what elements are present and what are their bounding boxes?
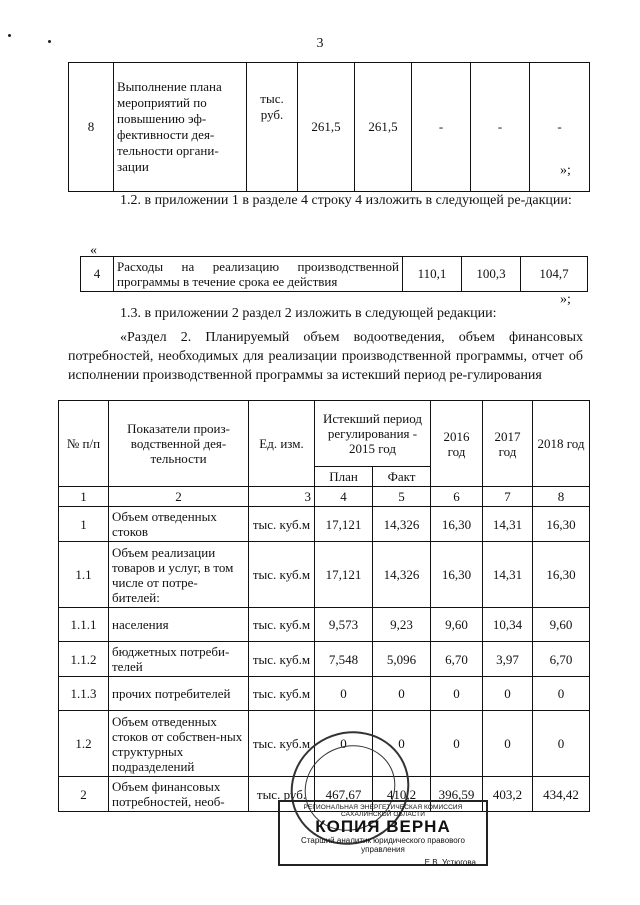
- cell-2017: 403,2: [483, 777, 533, 812]
- cell-unit: тыс. куб.м: [249, 711, 315, 777]
- cell-num: 1.1: [59, 542, 109, 608]
- stamp-org: РЕГИОНАЛЬНАЯ ЭНЕРГЕТИЧЕСКАЯ КОМИССИЯ САХАЛИНСКОЙ ОБЛАСТИ: [303, 804, 463, 818]
- cell-2016: 9,60: [431, 608, 483, 642]
- certified-copy-stamp: [278, 800, 488, 866]
- cell-name: населения: [109, 608, 249, 642]
- cell-unit: тыс. куб.м: [249, 608, 315, 642]
- index-cell: 5: [373, 487, 431, 507]
- cell-2018: 6,70: [533, 642, 590, 677]
- cell-num: 4: [81, 257, 114, 292]
- cell-2016: 396,59: [431, 777, 483, 812]
- header-2018: 2018 год: [533, 401, 590, 487]
- paragraph-section: «Раздел 2. Планируемый объем водоотведения, объем финансовых потребностей, необходимых для реализации производственной программы, отчет об исполнении производственной программы за истекший период ре-гулирования: [68, 330, 583, 383]
- row4-table: [80, 256, 588, 292]
- header-fact: Факт: [373, 467, 431, 487]
- header-row: [59, 401, 590, 467]
- cell-fact: 0: [373, 677, 431, 711]
- cell-value: 261,5: [298, 63, 355, 192]
- cell-2018: 16,30: [533, 542, 590, 608]
- paragraph-1-3: 1.3. в приложении 2 раздел 2 изложить в следующей редакции:: [120, 306, 497, 321]
- cell-value: 261,5: [355, 63, 412, 192]
- page-number: 3: [316, 36, 324, 51]
- index-cell: 7: [483, 487, 533, 507]
- cell-plan: 17,121: [315, 542, 373, 608]
- cell-name: Объем финансовых потребностей, необ-: [109, 777, 249, 812]
- cell-name: Выполнение плана мероприятий по повышению эф-фективности дея-тельности органи-зации: [114, 63, 247, 192]
- index-cell: 1: [59, 487, 109, 507]
- cell-plan: 17,121: [315, 507, 373, 542]
- cell-num: 1.1.2: [59, 642, 109, 677]
- cell-unit: тыс. руб.: [249, 777, 315, 812]
- cell-2017: 3,97: [483, 642, 533, 677]
- header-2016: 2016 год: [431, 401, 483, 487]
- table-row: [81, 257, 588, 292]
- cell-2016: 0: [431, 711, 483, 777]
- cell-2017: 0: [483, 711, 533, 777]
- cell-2016: 16,30: [431, 507, 483, 542]
- cell-num: 1: [59, 507, 109, 542]
- top-table: [68, 62, 590, 192]
- header-2017: 2017 год: [483, 401, 533, 487]
- cell-num: 1.1.3: [59, 677, 109, 711]
- table-row: [59, 677, 590, 711]
- table-row: [59, 608, 590, 642]
- header-name: Показатели произ-водственной дея-тельности: [109, 401, 249, 487]
- cell-2017: 10,34: [483, 608, 533, 642]
- cell-2018: 0: [533, 677, 590, 711]
- cell-2017: 0: [483, 677, 533, 711]
- header-num: № п/п: [59, 401, 109, 487]
- cell-unit: тыс. куб.м: [249, 507, 315, 542]
- cell-num: 1.1.1: [59, 608, 109, 642]
- cell-plan: 467,67: [315, 777, 373, 812]
- table-row: [69, 63, 590, 192]
- cell-2017: 14,31: [483, 507, 533, 542]
- index-cell: 4: [315, 487, 373, 507]
- header-unit: Ед. изм.: [249, 401, 315, 487]
- cell-2017: 14,31: [483, 542, 533, 608]
- cell-value: -: [530, 63, 590, 192]
- cell-2016: 6,70: [431, 642, 483, 677]
- cell-value: -: [471, 63, 530, 192]
- stamp-title: КОПИЯ ВЕРНА: [315, 817, 451, 836]
- cell-2016: 0: [431, 677, 483, 711]
- open-quote: «: [90, 243, 97, 258]
- table-row: [59, 507, 590, 542]
- header-plan: План: [315, 467, 373, 487]
- cell-name: прочих потребителей: [109, 677, 249, 711]
- cell-2016: 16,30: [431, 542, 483, 608]
- cell-name: Расходы на реализацию производственной программы в течение срока ее действия: [114, 257, 403, 292]
- cell-plan: 0: [315, 711, 373, 777]
- cell-unit: тыс. руб.: [247, 63, 298, 192]
- cell-fact: 5,096: [373, 642, 431, 677]
- paragraph-1-2: 1.2. в приложении 1 в разделе 4 строку 4 изложить в следующей ре-дакции:: [120, 193, 572, 208]
- index-cell: 3: [249, 487, 315, 507]
- table-row: [59, 642, 590, 677]
- cell-unit: тыс. куб.м: [249, 542, 315, 608]
- cell-fact: 0: [373, 711, 431, 777]
- index-cell: 8: [533, 487, 590, 507]
- index-row: [59, 487, 590, 507]
- cell-name: Объем реализации товаров и услуг, в том числе от потре-бителей:: [109, 542, 249, 608]
- header-period: Истекший период регулирования - 2015 год: [315, 401, 431, 467]
- cell-fact: 410,2: [373, 777, 431, 812]
- cell-num: 1.2: [59, 711, 109, 777]
- close-quote: »;: [560, 292, 571, 307]
- cell-plan: 9,573: [315, 608, 373, 642]
- cell-unit: тыс. куб.м: [249, 642, 315, 677]
- stamp-signer: Е.В. Устюгова: [424, 858, 476, 867]
- cell-fact: 9,23: [373, 608, 431, 642]
- cell-value: 104,7: [521, 257, 588, 292]
- cell-name: Объем отведенных стоков от собствен-ных структурных подразделений: [109, 711, 249, 777]
- cell-2018: 9,60: [533, 608, 590, 642]
- cell-2018: 16,30: [533, 507, 590, 542]
- cell-value: 110,1: [403, 257, 462, 292]
- cell-name: бюджетных потреби-телей: [109, 642, 249, 677]
- cell-plan: 0: [315, 677, 373, 711]
- cell-fact: 14,326: [373, 507, 431, 542]
- cell-num: 2: [59, 777, 109, 812]
- cell-unit: тыс. куб.м: [249, 677, 315, 711]
- index-cell: 2: [109, 487, 249, 507]
- index-cell: 6: [431, 487, 483, 507]
- cell-value: 100,3: [462, 257, 521, 292]
- cell-fact: 14,326: [373, 542, 431, 608]
- cell-2018: 0: [533, 711, 590, 777]
- cell-value: -: [412, 63, 471, 192]
- cell-2018: 434,42: [533, 777, 590, 812]
- cell-name: Объем отведенных стоков: [109, 507, 249, 542]
- table-row: [59, 542, 590, 608]
- close-quote: »;: [560, 163, 571, 178]
- stamp-position: Старший аналитик юридического правового управления: [301, 836, 465, 854]
- cell-plan: 7,548: [315, 642, 373, 677]
- cell-num: 8: [69, 63, 114, 192]
